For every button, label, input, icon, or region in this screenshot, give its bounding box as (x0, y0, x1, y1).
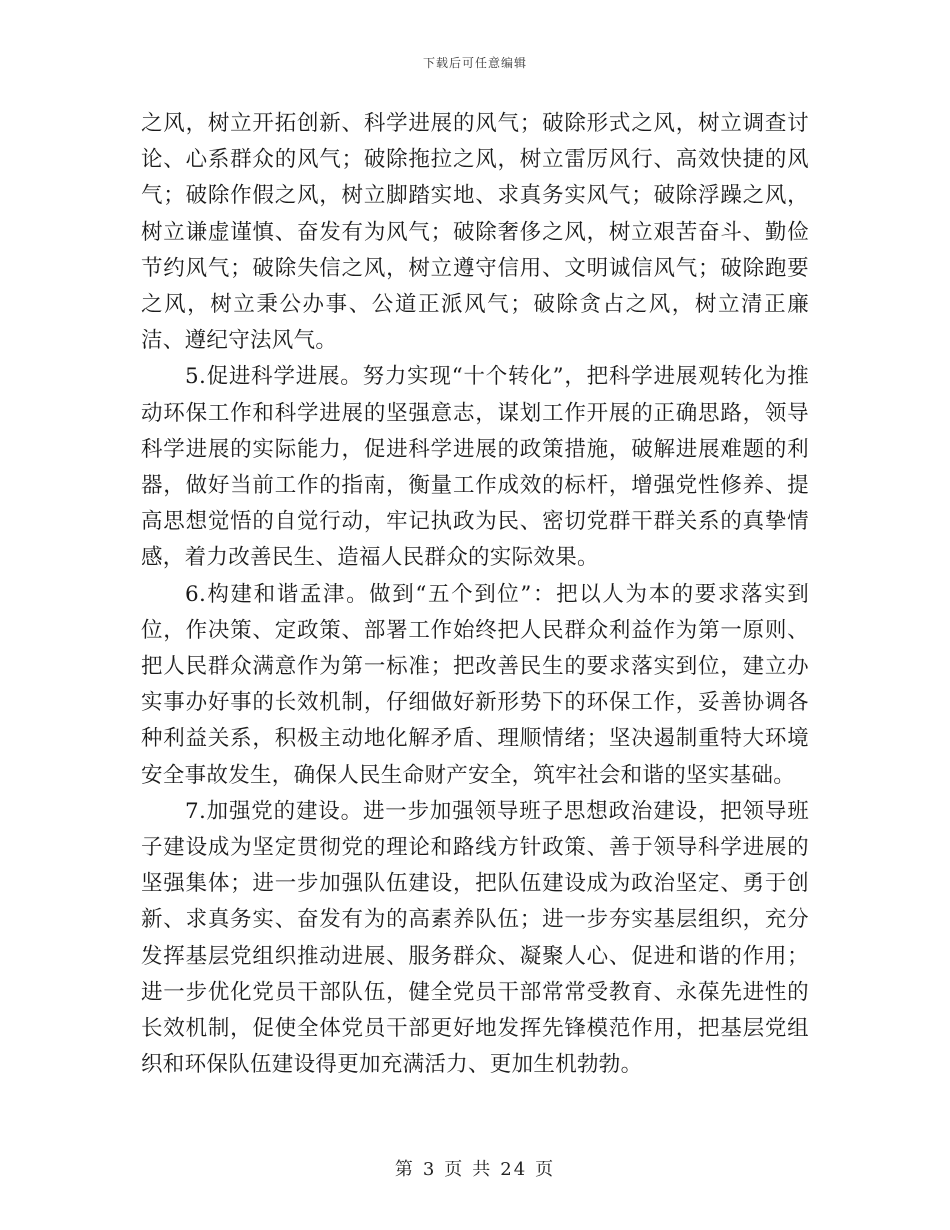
footer-ye-2: 页 (535, 1159, 556, 1180)
footer-total-pages: 24 (500, 1159, 528, 1180)
paragraph-item-7: 7.加强党的建设。进一步加强领导班子思想政治建设，把领导班子建设成为坚定贯彻党的理论和路线方针政策、善于领导科学进展的坚强集体；进一步加强队伍建设，把队伍建设成为政治坚定、勇于创新、求真务实、奋发有为的高素养队伍；进一步夯实基层组织，充分发挥基层党组织推动进展、服务群众、凝聚人心、促进和谐的作用；进一步优化党员干部队伍，健全党员干部常常受教育、永葆先进性的长效机制，促使全体党员干部更好地发挥先锋模范作用，把基层党组织和环保队伍建设得更加充满活力、更加生机勃勃。 (141, 798, 809, 1078)
paragraph-item-5: 5.促进科学进展。努力实现“十个转化”，把科学进展观转化为推动环保工作和科学进展的坚强意志，谋划工作开展的正确思路，领导科学进展的实际能力，促进科学进展的政策措施，破解进展难题的利器，做好当前工作的指南，衡量工作成效的标杆，增强党性修养、提高思想觉悟的自觉行动，牢记执政为民、密切党群干群关系的真挚情感，着力改善民生、造福人民群众的实际效果。 (141, 364, 809, 571)
document-body (141, 106, 809, 1083)
footer-di: 第 (394, 1159, 415, 1180)
footer-ye: 页 (444, 1159, 465, 1180)
paragraph-item-6: 6.构建和谐孟津。做到“五个到位”：把以人为本的要求落实到位，作决策、定政策、部署工作始终把人民群众利益作为第一原则、把人民群众满意作为第一标准；把改善民生的要求落实到位，建立办实事办好事的长效机制，仔细做好新形势下的环保工作，妥善协调各种利益关系，积极主动地化解矛盾、理顺情绪；坚决遏制重特大环境安全事故发生，确保人民生命财产安全，筑牢社会和谐的坚实基础。 (141, 581, 809, 788)
page-header-note: 下载后可任意编辑 (422, 56, 527, 70)
paragraph-continuation: 之风，树立开拓创新、科学进展的风气；破除形式之风，树立调查讨论、心系群众的风气；破除拖拉之风，树立雷厉风行、高效快捷的风气；破除作假之风，树立脚踏实地、求真务实风气；破除浮躁之风，树立谦虚谨慎、奋发有为风气；破除奢侈之风，树立艰苦奋斗、勤俭节约风气；破除失信之风，树立遵守信用、文明诚信风气；破除跑要之风，树立秉公办事、公道正派风气；破除贪占之风，树立清正廉洁、遵纪守法风气。 (141, 111, 809, 354)
footer-gong: 共 (472, 1159, 493, 1180)
footer-current-page: 3 (422, 1159, 437, 1180)
page-footer (0, 1155, 950, 1181)
